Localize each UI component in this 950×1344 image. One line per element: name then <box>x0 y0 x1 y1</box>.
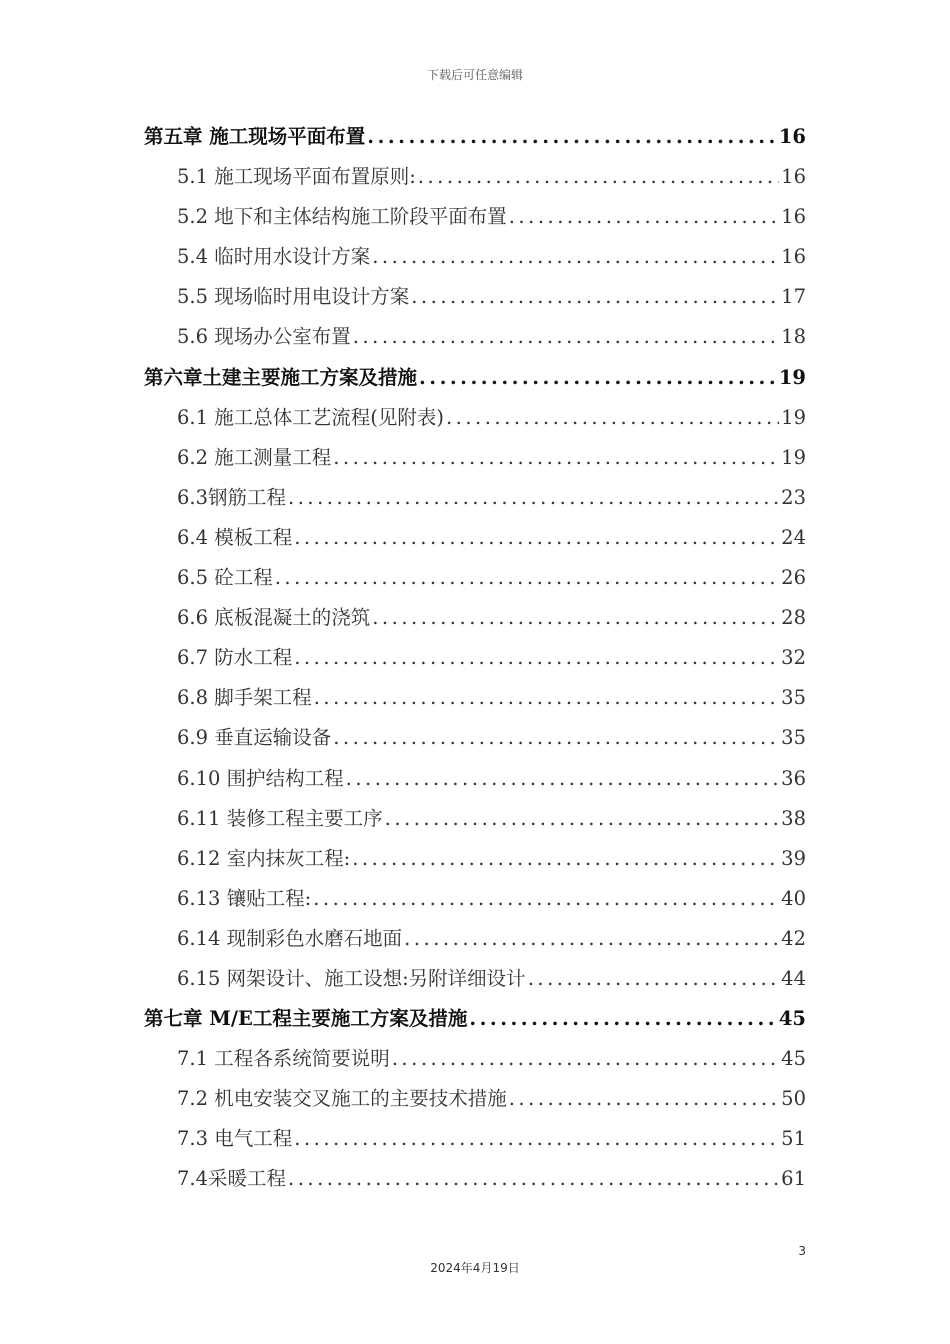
toc-entry-title: 5.5 现场临时用电设计方案 <box>177 285 410 309</box>
toc-entry-page-number: 35 <box>781 726 806 750</box>
toc-entry-title: 6.11 装修工程主要工序 <box>177 806 383 830</box>
toc-dot-leader <box>275 558 779 598</box>
page-number: 3 <box>798 1244 806 1258</box>
toc-entry-page-number: 39 <box>781 846 806 870</box>
toc-section-entry[interactable] <box>144 839 806 879</box>
toc-entry-page-number: 16 <box>781 245 806 269</box>
toc-dot-leader <box>333 718 779 758</box>
toc-entry-page-number: 45 <box>778 1007 806 1031</box>
toc-chapter-entry[interactable] <box>144 358 806 398</box>
toc-section-entry[interactable] <box>144 438 806 478</box>
toc-entry-title: 6.8 脚手架工程 <box>177 686 312 710</box>
toc-entry-page-number: 36 <box>781 766 806 790</box>
toc-dot-leader <box>469 999 777 1039</box>
toc-dot-leader <box>288 1159 779 1199</box>
toc-entry-title: 6.5 砼工程 <box>177 566 273 590</box>
toc-entry-title: 6.10 围护结构工程 <box>177 766 344 790</box>
toc-dot-leader <box>411 277 779 317</box>
toc-section-entry[interactable] <box>144 558 806 598</box>
toc-section-entry[interactable] <box>144 919 806 959</box>
toc-chapter-entry[interactable] <box>144 999 806 1039</box>
toc-entry-title: 6.2 施工测量工程 <box>177 445 332 469</box>
toc-entry-title: 7.4采暖工程 <box>177 1167 287 1191</box>
toc-section-entry[interactable] <box>144 759 806 799</box>
toc-dot-leader <box>346 759 780 799</box>
toc-dot-leader <box>509 197 779 237</box>
toc-section-entry[interactable] <box>144 518 806 558</box>
toc-dot-leader <box>418 157 779 197</box>
toc-entry-page-number: 50 <box>781 1087 806 1111</box>
toc-entry-page-number: 38 <box>781 806 806 830</box>
toc-entry-page-number: 23 <box>781 485 806 509</box>
toc-entry-page-number: 35 <box>781 686 806 710</box>
toc-dot-leader <box>372 598 779 638</box>
toc-entry-page-number: 28 <box>781 606 806 630</box>
toc-dot-leader <box>333 438 779 478</box>
toc-entry-title: 6.13 镶贴工程: <box>177 886 312 910</box>
toc-section-entry[interactable] <box>144 1079 806 1119</box>
toc-dot-leader <box>367 117 777 157</box>
toc-dot-leader <box>385 799 780 839</box>
toc-section-entry[interactable] <box>144 879 806 919</box>
toc-section-entry[interactable] <box>144 718 806 758</box>
toc-dot-leader <box>288 478 779 518</box>
toc-section-entry[interactable] <box>144 638 806 678</box>
toc-entry-title: 5.6 现场办公室布置 <box>177 325 351 349</box>
toc-entry-page-number: 16 <box>781 205 806 229</box>
toc-section-entry[interactable] <box>144 1039 806 1079</box>
toc-entry-page-number: 42 <box>781 926 806 950</box>
toc-section-entry[interactable] <box>144 1159 806 1199</box>
toc-dot-leader <box>294 1119 779 1159</box>
toc-dot-leader <box>294 638 779 678</box>
toc-section-entry[interactable] <box>144 237 806 277</box>
toc-entry-title: 7.2 机电安装交叉施工的主要技术措施 <box>177 1087 507 1111</box>
toc-section-entry[interactable] <box>144 1119 806 1159</box>
toc-entry-title: 第五章 施工现场平面布置 <box>144 125 366 148</box>
toc-entry-page-number: 45 <box>781 1047 806 1071</box>
toc-dot-leader <box>392 1039 779 1079</box>
toc-entry-title: 7.3 电气工程 <box>177 1127 293 1151</box>
toc-entry-title: 5.4 临时用水设计方案 <box>177 245 371 269</box>
toc-entry-title: 6.3钢筋工程 <box>177 485 287 509</box>
toc-entry-page-number: 16 <box>781 165 806 189</box>
toc-dot-leader <box>352 839 779 879</box>
toc-section-entry[interactable] <box>144 678 806 718</box>
toc-dot-leader <box>528 959 779 999</box>
toc-dot-leader <box>372 237 779 277</box>
toc-entry-page-number: 44 <box>781 966 806 990</box>
toc-section-entry[interactable] <box>144 277 806 317</box>
toc-entry-page-number: 51 <box>781 1127 806 1151</box>
toc-dot-leader <box>314 678 779 718</box>
toc-entry-page-number: 26 <box>781 566 806 590</box>
toc-section-entry[interactable] <box>144 398 806 438</box>
toc-entry-page-number: 19 <box>781 405 806 429</box>
toc-entry-page-number: 17 <box>781 285 806 309</box>
toc-entry-title: 6.6 底板混凝土的浇筑 <box>177 606 371 630</box>
toc-entry-title: 6.7 防水工程 <box>177 646 293 670</box>
toc-section-entry[interactable] <box>144 959 806 999</box>
toc-dot-leader <box>446 398 779 438</box>
toc-entry-page-number: 19 <box>778 365 806 389</box>
toc-section-entry[interactable] <box>144 197 806 237</box>
toc-entry-title: 6.1 施工总体工艺流程(见附表) <box>177 405 444 429</box>
toc-entry-page-number: 18 <box>781 325 806 349</box>
toc-chapter-entry[interactable] <box>144 117 806 157</box>
toc-entry-title: 第六章土建主要施工方案及措施 <box>144 365 418 389</box>
toc-entry-page-number: 61 <box>781 1167 806 1191</box>
toc-entry-title: 5.1 施工现场平面布置原则: <box>177 165 416 189</box>
toc-entry-title: 6.12 室内抹灰工程: <box>177 846 351 870</box>
toc-entry-title: 6.9 垂直运输设备 <box>177 726 332 750</box>
toc-dot-leader <box>313 879 779 919</box>
toc-entry-page-number: 32 <box>781 646 806 670</box>
toc-entry-title: 5.2 地下和主体结构施工阶段平面布置 <box>177 205 507 229</box>
toc-entry-title: 6.4 模板工程 <box>177 525 293 549</box>
toc-dot-leader <box>404 919 779 959</box>
toc-dot-leader <box>294 518 779 558</box>
table-of-contents <box>144 117 806 1200</box>
page-header: 下载后可任意编辑 <box>426 68 523 82</box>
page-date: 2024年4月19日 <box>430 1261 520 1275</box>
toc-entry-page-number: 24 <box>781 525 806 549</box>
toc-section-entry[interactable] <box>144 799 806 839</box>
toc-section-entry[interactable] <box>144 157 806 197</box>
toc-dot-leader <box>353 317 779 357</box>
toc-section-entry[interactable] <box>144 598 806 638</box>
toc-section-entry[interactable] <box>144 478 806 518</box>
toc-entry-title: 第七章 M/E工程主要施工方案及措施 <box>144 1007 468 1031</box>
toc-dot-leader <box>419 358 777 398</box>
toc-dot-leader <box>509 1079 779 1119</box>
toc-entry-title: 7.1 工程各系统简要说明 <box>177 1047 390 1071</box>
toc-entry-page-number: 40 <box>781 886 806 910</box>
toc-entry-page-number: 19 <box>781 445 806 469</box>
toc-entry-title: 6.15 网架设计、施工设想:另附详细设计 <box>177 966 526 990</box>
toc-entry-title: 6.14 现制彩色水磨石地面 <box>177 926 403 950</box>
toc-entry-page-number: 16 <box>778 125 806 148</box>
toc-section-entry[interactable] <box>144 317 806 357</box>
